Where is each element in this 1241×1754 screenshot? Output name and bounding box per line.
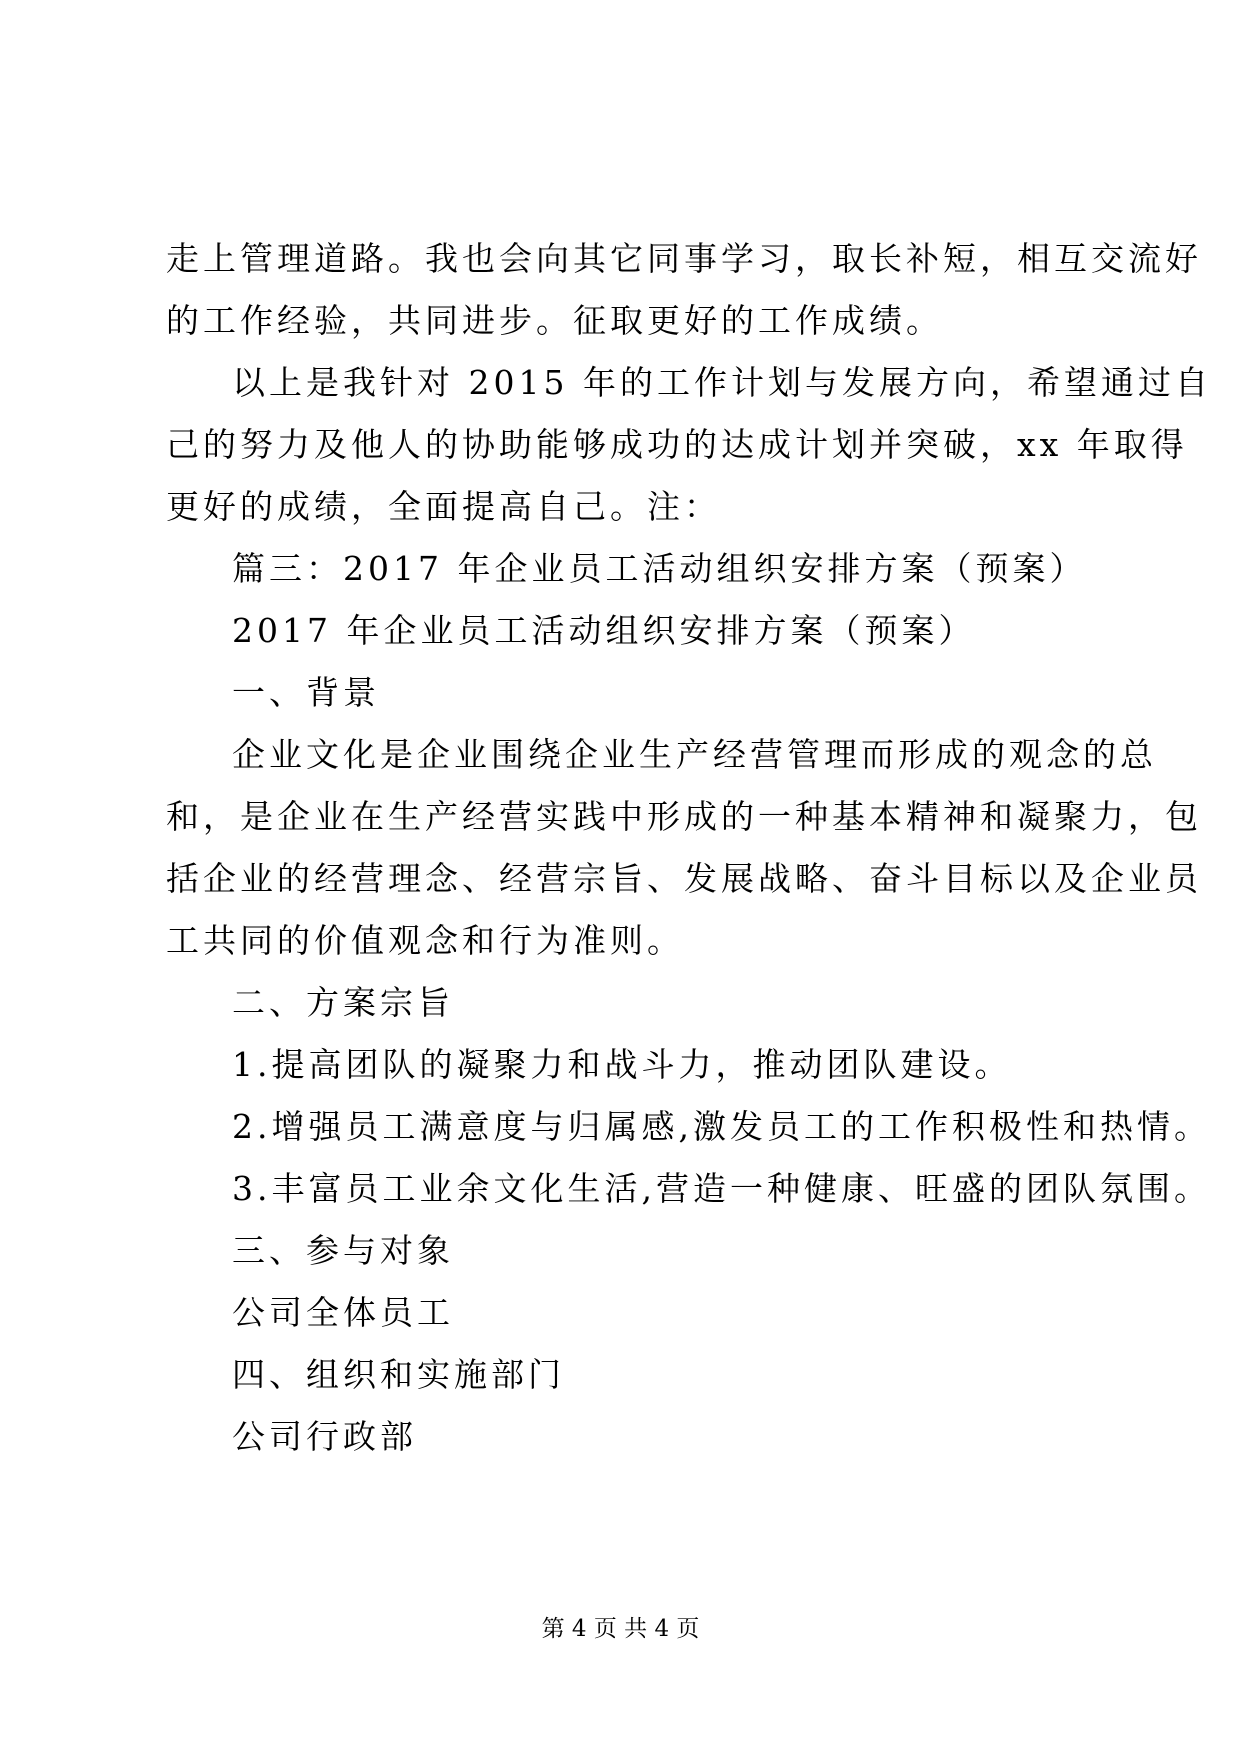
participants-text: 公司全体员工 [232,1293,454,1332]
document-title: 2017 年企业员工活动组织安排方案（预案） [232,611,976,650]
text-line: 己的努力及他人的协助能够成功的达成计划并突破，xx 年取得 [166,425,1188,464]
section-heading-background: 一、背景 [232,673,380,712]
document-body [166,228,1212,1468]
paragraph-start: 企业文化是企业围绕企业生产经营管理而形成的观念的总 [232,735,1157,774]
page-number-footer: 第 4 页 共 4 页 [541,1616,700,1642]
list-item: 2.增强员工满意度与归属感,激发员工的工作积极性和热情。 [232,1107,1211,1146]
paragraph-start: 以上是我针对 2015 年的工作计划与发展方向，希望通过自 [232,363,1212,402]
text-line: 的工作经验，共同进步。征取更好的工作成绩。 [166,301,943,340]
text-line: 走上管理道路。我也会向其它同事学习，取长补短，相互交流好 [166,239,1202,278]
list-item: 3.丰富员工业余文化生活,营造一种健康、旺盛的团队氛围。 [232,1169,1211,1208]
section-heading-participants: 三、参与对象 [232,1231,454,1270]
organizer-text: 公司行政部 [232,1417,417,1456]
text-line: 括企业的经营理念、经营宗旨、发展战略、奋斗目标以及企业员 [166,859,1202,898]
chapter-heading: 篇三：2017 年企业员工活动组织安排方案（预案） [232,549,1087,588]
section-heading-organizer: 四、组织和实施部门 [232,1355,565,1394]
text-line: 和，是企业在生产经营实践中形成的一种基本精神和凝聚力，包 [166,797,1202,836]
text-line: 工共同的价值观念和行为准则。 [166,921,684,960]
section-heading-purpose: 二、方案宗旨 [232,983,454,1022]
text-line: 更好的成绩，全面提高自己。注： [166,487,721,526]
list-item: 1.提高团队的凝聚力和战斗力，推动团队建设。 [232,1045,1012,1084]
